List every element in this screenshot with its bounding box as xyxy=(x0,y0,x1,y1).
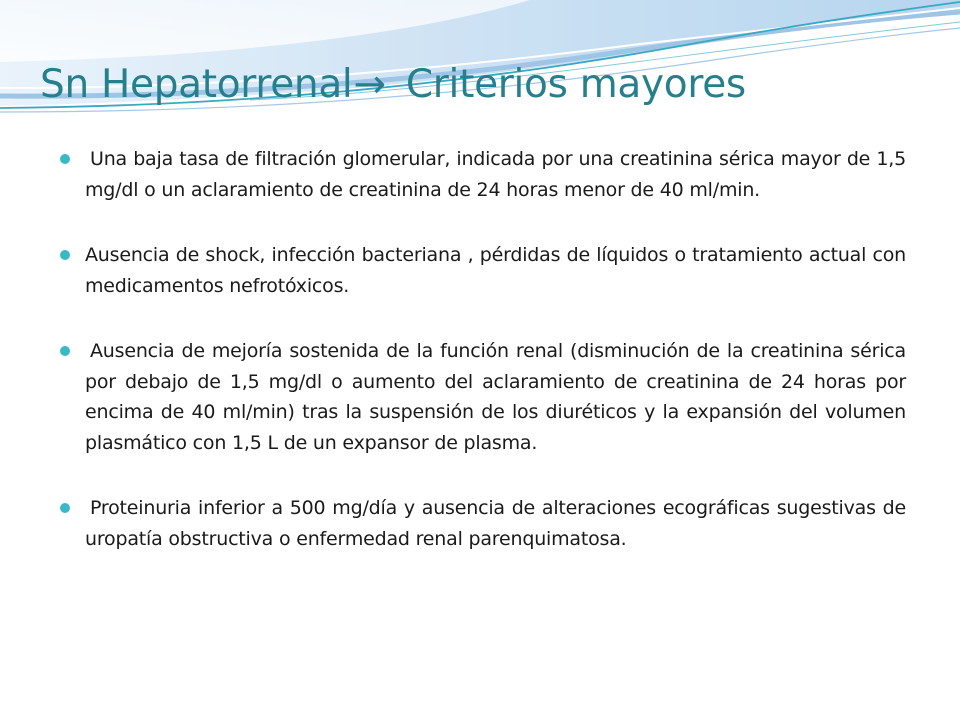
bullet-text: Ausencia de shock, infección bacteriana , pérdidas de líquidos o tratamiento actual con medicamentos nefrotóxicos. xyxy=(85,244,906,297)
bullet-item-renal-function xyxy=(60,336,906,458)
bullet-text: Ausencia de mejoría sostenida de la función renal (disminución de la creatinina sérica por debajo de 1,5 mg/dl o aumento del aclaramiento de creatinina de 24 horas por encima de 40 ml/min) tras la suspensión de los diuréticos y la expansión del volumen plasmático con 1,5 L de un expansor de plasma. xyxy=(85,340,906,454)
title-main: Sn Hepatorrenal xyxy=(40,62,353,107)
slide-title xyxy=(40,64,940,107)
bullet-item-filtration xyxy=(60,144,906,205)
bullet-dot-icon xyxy=(60,250,70,260)
bullet-text: Una baja tasa de filtración glomerular, indicada por una creatinina sérica mayor de 1,5 mg/dl o un aclaramiento de creatinina de 24 horas menor de 40 ml/min. xyxy=(85,148,906,201)
bullet-item-shock xyxy=(60,240,906,301)
bullet-text: Proteinuria inferior a 500 mg/día y ausencia de alteraciones ecográficas sugestivas de uropatía obstructiva o enfermedad renal parenquimatosa. xyxy=(85,497,906,550)
bullet-dot-icon xyxy=(60,503,70,513)
bullet-dot-icon xyxy=(60,154,70,164)
bullet-list xyxy=(60,144,906,589)
arrow-right-icon: → xyxy=(353,62,386,107)
bullet-item-proteinuria xyxy=(60,493,906,554)
title-rest: Criterios mayores xyxy=(405,62,746,107)
bullet-dot-icon xyxy=(60,346,70,356)
